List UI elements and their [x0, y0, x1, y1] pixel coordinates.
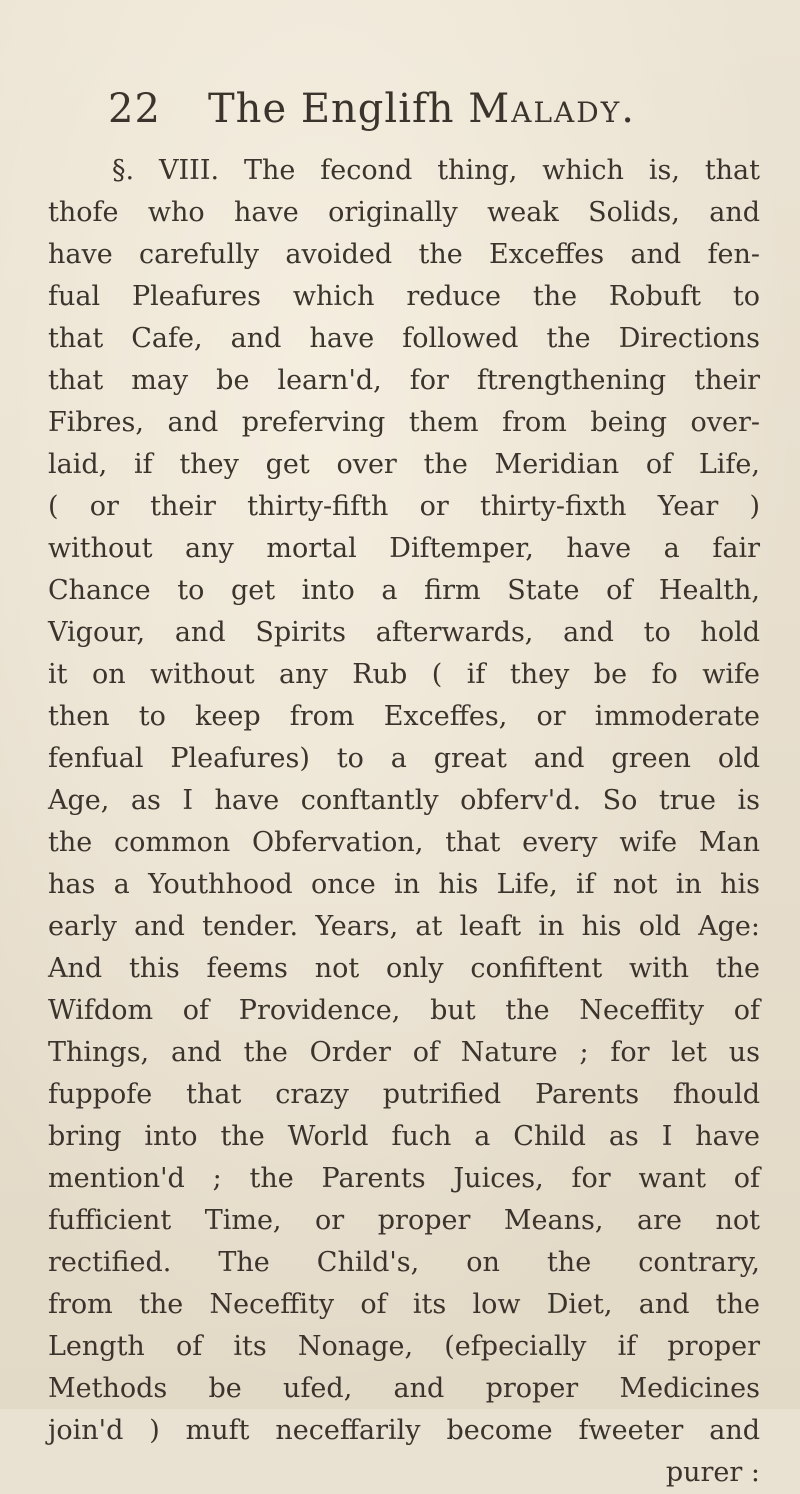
text-line: join'd ) muft neceffarily become fweeter and [48, 1415, 760, 1446]
text-line: have carefully avoided the Exceffes and fen- [48, 239, 760, 270]
running-title [208, 86, 636, 132]
text-line: early and tender. Years, at leaft in his old Age: [48, 911, 760, 942]
body-paragraph [48, 150, 760, 1494]
text-line: fufficient Time, or proper Means, are not [48, 1205, 760, 1236]
text-line: Length of its Nonage, (efpecially if proper [48, 1331, 760, 1362]
text-line: rectified. The Child's, on the contrary, [48, 1247, 760, 1278]
text-line: it on without any Rub ( if they be fo wife [48, 659, 760, 690]
text-line: bring into the World fuch a Child as I have [48, 1121, 760, 1152]
text-line: thofe who have originally weak Solids, and [48, 197, 760, 228]
text-line: mention'd ; the Parents Juices, for want of [48, 1163, 760, 1194]
running-title-smallcaps: Malady. [468, 86, 636, 132]
text-line: the common Obfervation, that every wife Man [48, 827, 760, 858]
text-line: purer : [665, 1457, 760, 1488]
text-line: Age, as I have conftantly obferv'd. So true is [48, 785, 760, 816]
text-line: Chance to get into a firm State of Health, [48, 575, 760, 606]
text-line: has a Youthhood once in his Life, if not in his [48, 869, 760, 900]
text-line: fenfual Pleafures) to a great and green old [48, 743, 760, 774]
text-line: Vigour, and Spirits afterwards, and to hold [48, 617, 760, 648]
text-line: fual Pleafures which reduce the Robuft to [48, 281, 760, 312]
text-line: that may be learn'd, for ftrengthening their [48, 365, 760, 396]
text-line: from the Neceffity of its low Diet, and the [48, 1289, 760, 1320]
text-line: And this feems not only confiftent with the [48, 953, 760, 984]
text-line: Fibres, and preferving them from being over- [48, 407, 760, 438]
text-line: Things, and the Order of Nature ; for let us [48, 1037, 760, 1068]
page-number: 22 [108, 86, 161, 132]
text-line: §. VIII. The fecond thing, which is, that [112, 155, 760, 186]
running-header [108, 86, 748, 146]
running-title-main: The Englifh [208, 86, 455, 132]
text-line: Wifdom of Providence, but the Neceffity of [48, 995, 760, 1026]
text-line: ( or their thirty-fifth or thirty-fixth Year ) [48, 491, 760, 522]
text-line: fuppofe that crazy putrified Parents fhould [48, 1079, 760, 1110]
text-line: without any mortal Diftemper, have a fair [48, 533, 760, 564]
text-line: Methods be ufed, and proper Medicines [48, 1373, 760, 1404]
text-line: then to keep from Exceffes, or immoderate [48, 701, 760, 732]
text-line: laid, if they get over the Meridian of Life, [48, 449, 760, 480]
text-line: that Cafe, and have followed the Directions [48, 323, 760, 354]
